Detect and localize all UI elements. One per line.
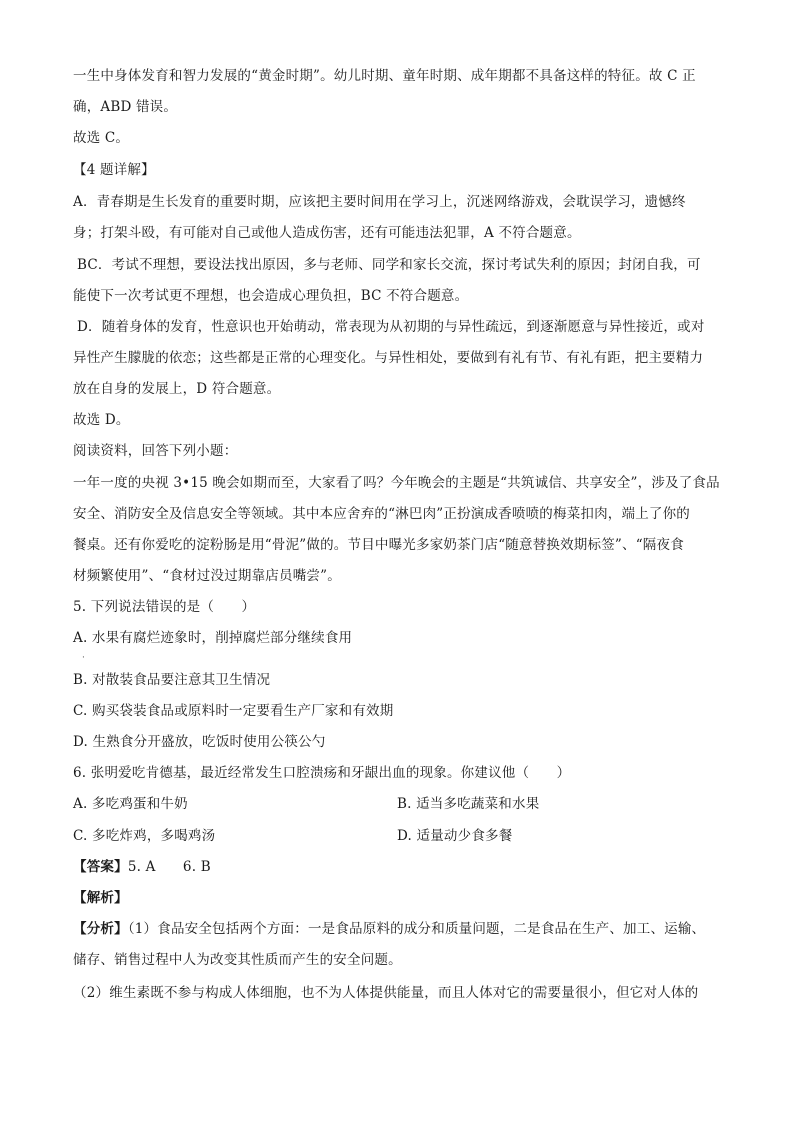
stray-dot: · xyxy=(82,653,85,663)
analysis-line xyxy=(73,919,723,939)
text-line: 故选 D。 xyxy=(73,412,130,428)
analysis-sub-tag: 【分析】 xyxy=(73,921,128,937)
q5-option-b: B. 对散装食品要注意其卫生情况 xyxy=(73,672,271,688)
text-line: 餐桌。还有你爱吃的淀粉肠是用“骨泥”做的。节目中曝光多家奶茶门店“随意替换效期标签”、“隔夜食 xyxy=(73,537,684,553)
text-line: 安全、消防安全及信息安全等领域。其中本应舍弃的“淋巴肉”正扮演成香喷喷的梅菜扣肉，端上了你的 xyxy=(73,506,691,522)
text-line: 异性产生朦胧的依恋；这些都是正常的心理变化。与异性相处，要做到有礼有节、有礼有距，把主要精力 xyxy=(73,350,704,366)
text-line: 阅读资料，回答下列小题： xyxy=(73,443,238,459)
answer-tag: 【答案】 xyxy=(73,859,128,875)
analysis-heading xyxy=(73,888,723,908)
text-line: 储存、销售过程中人为改变其性质而产生的安全问题。 xyxy=(73,952,402,968)
q6-option-b: B. 适当多吃蔬菜和水果 xyxy=(397,796,540,812)
q6-option-c: C. 多吃炸鸡，多喝鸡汤 xyxy=(73,828,216,844)
text-line: 材频繁使用”、“食材过没过期靠店员嘴尝”。 xyxy=(73,568,341,584)
q5-option-d: D. 生熟食分开盛放，吃饭时使用公筷公勺 xyxy=(73,734,326,750)
q5-option-a: A. 水果有腐烂迹象时，削掉腐烂部分继续食用 xyxy=(73,630,353,646)
answer-text: 5. A 6. B xyxy=(127,859,211,875)
text-line: 故选 C。 xyxy=(73,130,130,146)
q6-option-a: A. 多吃鸡蛋和牛奶 xyxy=(73,796,188,812)
text-line: 一生中身体发育和智力发展的“黄金时期”。幼儿时期、童年时期、成年期都不具备这样的特征。故 C 正 xyxy=(73,68,696,84)
text-line: （2）维生素既不参与构成人体细胞，也不为人体提供能量，而且人体对它的需要量很小，但它对人体的 xyxy=(73,985,699,1001)
text-line: D．随着身体的发育，性意识也开始萌动，常表现为从初期的与异性疏远，到逐渐愿意与异性接近，或对 xyxy=(77,319,705,335)
question-6: 6. 张明爱吃肯德基，最近经常发生口腔溃疡和牙龈出血的现象。你建议他（ ） xyxy=(73,765,571,781)
analysis-tag: 【解析】 xyxy=(73,890,128,906)
text-line: 一年一度的央视 3•15 晚会如期而至，大家看了吗？今年晚会的主题是“共筑诚信、共享安全”，涉及了食品 xyxy=(73,475,720,491)
text-line: 确，ABD 错误。 xyxy=(73,99,178,115)
text-line: A．青春期是生长发育的重要时期，应该把主要时间用在学习上，沉迷网络游戏，会耽误学习，遗憾终 xyxy=(73,194,686,210)
analysis-text: （1）食品安全包括两个方面：一是食品原料的成分和质量问题，二是食品在生产、加工、运输、 xyxy=(127,921,706,937)
q6-option-d: D. 适量动少食多餐 xyxy=(397,828,513,844)
q5-option-c: C. 购买袋装食品或原料时一定要看生产厂家和有效期 xyxy=(73,703,394,719)
section-heading: 【4 题详解】 xyxy=(73,162,155,178)
text-line: 放在自身的发展上，D 符合题意。 xyxy=(73,381,281,397)
text-line: BC．考试不理想，要设法找出原因，多与老师、同学和家长交流，探讨考试失利的原因；封闭自我，可 xyxy=(77,257,701,273)
text-line: 能使下一次考试更不理想，也会造成心理负担，BC 不符合题意。 xyxy=(73,288,469,304)
text-line: 身；打架斗殴，有可能对自己或他人造成伤害，还有可能违法犯罪，A 不符合题意。 xyxy=(73,225,581,241)
answer-line xyxy=(73,857,723,877)
question-5: 5. 下列说法错误的是（ ） xyxy=(73,599,256,615)
